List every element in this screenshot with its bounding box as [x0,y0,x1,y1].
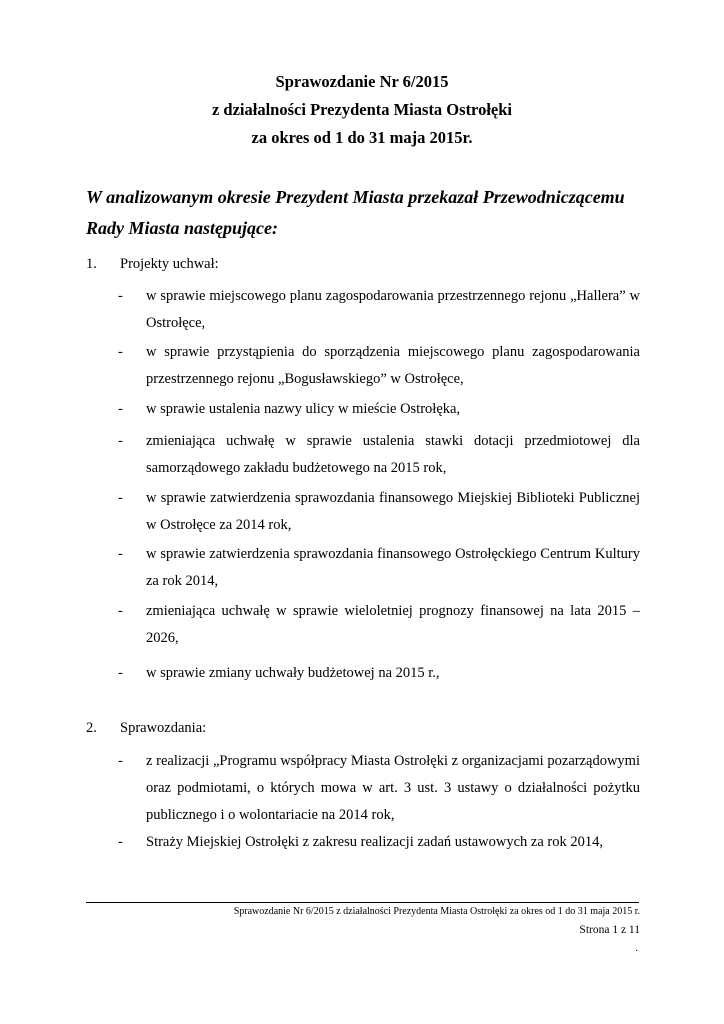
bullet-dash: - [118,288,123,304]
list-item-text: w sprawie zmiany uchwały budżetowej na 2015 r., [146,665,440,681]
list-item-text: zmieniająca uchwałę w sprawie ustalenia stawki dotacji przedmiotowej dla samorządowego zakładu budżetowego na 2015 rok, [146,433,640,476]
list-item-text: w sprawie miejscowego planu zagospodarowania przestrzennego rejonu „Hallera” w Ostrołęce, [146,288,640,331]
intro-paragraph: W analizowanym okresie Prezydent Miasta przekazał Przewodniczącemu Rady Miasta następujące: [86,187,625,238]
footer-dot: . [635,942,638,954]
list-item [118,598,640,652]
list-item-text: w sprawie ustalenia nazwy ulicy w mieście Ostrołęka, [146,401,461,417]
list-item [118,428,640,482]
list-item-text: w sprawie przystąpienia do sporządzenia miejscowego planu zagospodarowania przestrzennego rejonu „Bogusławskiego” w Ostrołęce, [146,344,640,387]
list-item-text: Straży Miejskiej Ostrołęki z zakresu realizacji zadań ustawowych za rok 2014, [146,834,603,850]
list-item [118,660,640,687]
list-item [118,485,640,539]
list-item [118,396,640,423]
list-item-text: z realizacji „Programu współpracy Miasta Ostrołęki z organizacjami pozarządowymi oraz podmiotami, o których mowa w art. 3 ust. 3 ustawy o działalności pożytku publicznego i o wolontariacie na 2014 rok, [146,753,640,823]
title-line-2: z działalności Prezydenta Miasta Ostrołęki [211,100,513,119]
section-title: Projekty uchwał: [120,256,219,272]
section-number: 1. [86,256,97,272]
document-title [0,68,724,152]
footer-divider [86,902,639,903]
bullet-dash: - [118,344,123,360]
bullet-dash: - [118,490,123,506]
title-line-1: Sprawozdanie Nr 6/2015 [275,72,449,91]
section-title: Sprawozdania: [120,720,207,736]
footer-caption: Sprawozdanie Nr 6/2015 z działalności Prezydenta Miasta Ostrołęki za okres od 1 do 31 maja 2015 r. [233,906,640,917]
list-item [118,283,640,337]
bullet-dash: - [118,603,123,619]
list-item [118,829,640,856]
bullet-dash: - [118,665,123,681]
bullet-dash: - [118,546,123,562]
list-item-text: w sprawie zatwierdzenia sprawozdania finansowego Miejskiej Biblioteki Publicznej w Ostrołęce za 2014 rok, [146,490,640,533]
list-item [118,339,640,393]
bullet-dash: - [118,401,123,417]
title-line-3: za okres od 1 do 31 maja 2015r. [251,128,473,147]
bullet-dash: - [118,834,123,850]
list-item [118,748,640,829]
page-number: Strona 1 z 11 [579,924,640,936]
list-item-text: zmieniająca uchwałę w sprawie wieloletniej prognozy finansowej na lata 2015 – 2026, [146,603,640,646]
list-item-text: w sprawie zatwierdzenia sprawozdania finansowego Ostrołęckiego Centrum Kultury za rok 2014, [146,546,640,589]
list-item [118,541,640,595]
section-number: 2. [86,720,97,736]
bullet-dash: - [118,433,123,449]
bullet-dash: - [118,753,123,769]
